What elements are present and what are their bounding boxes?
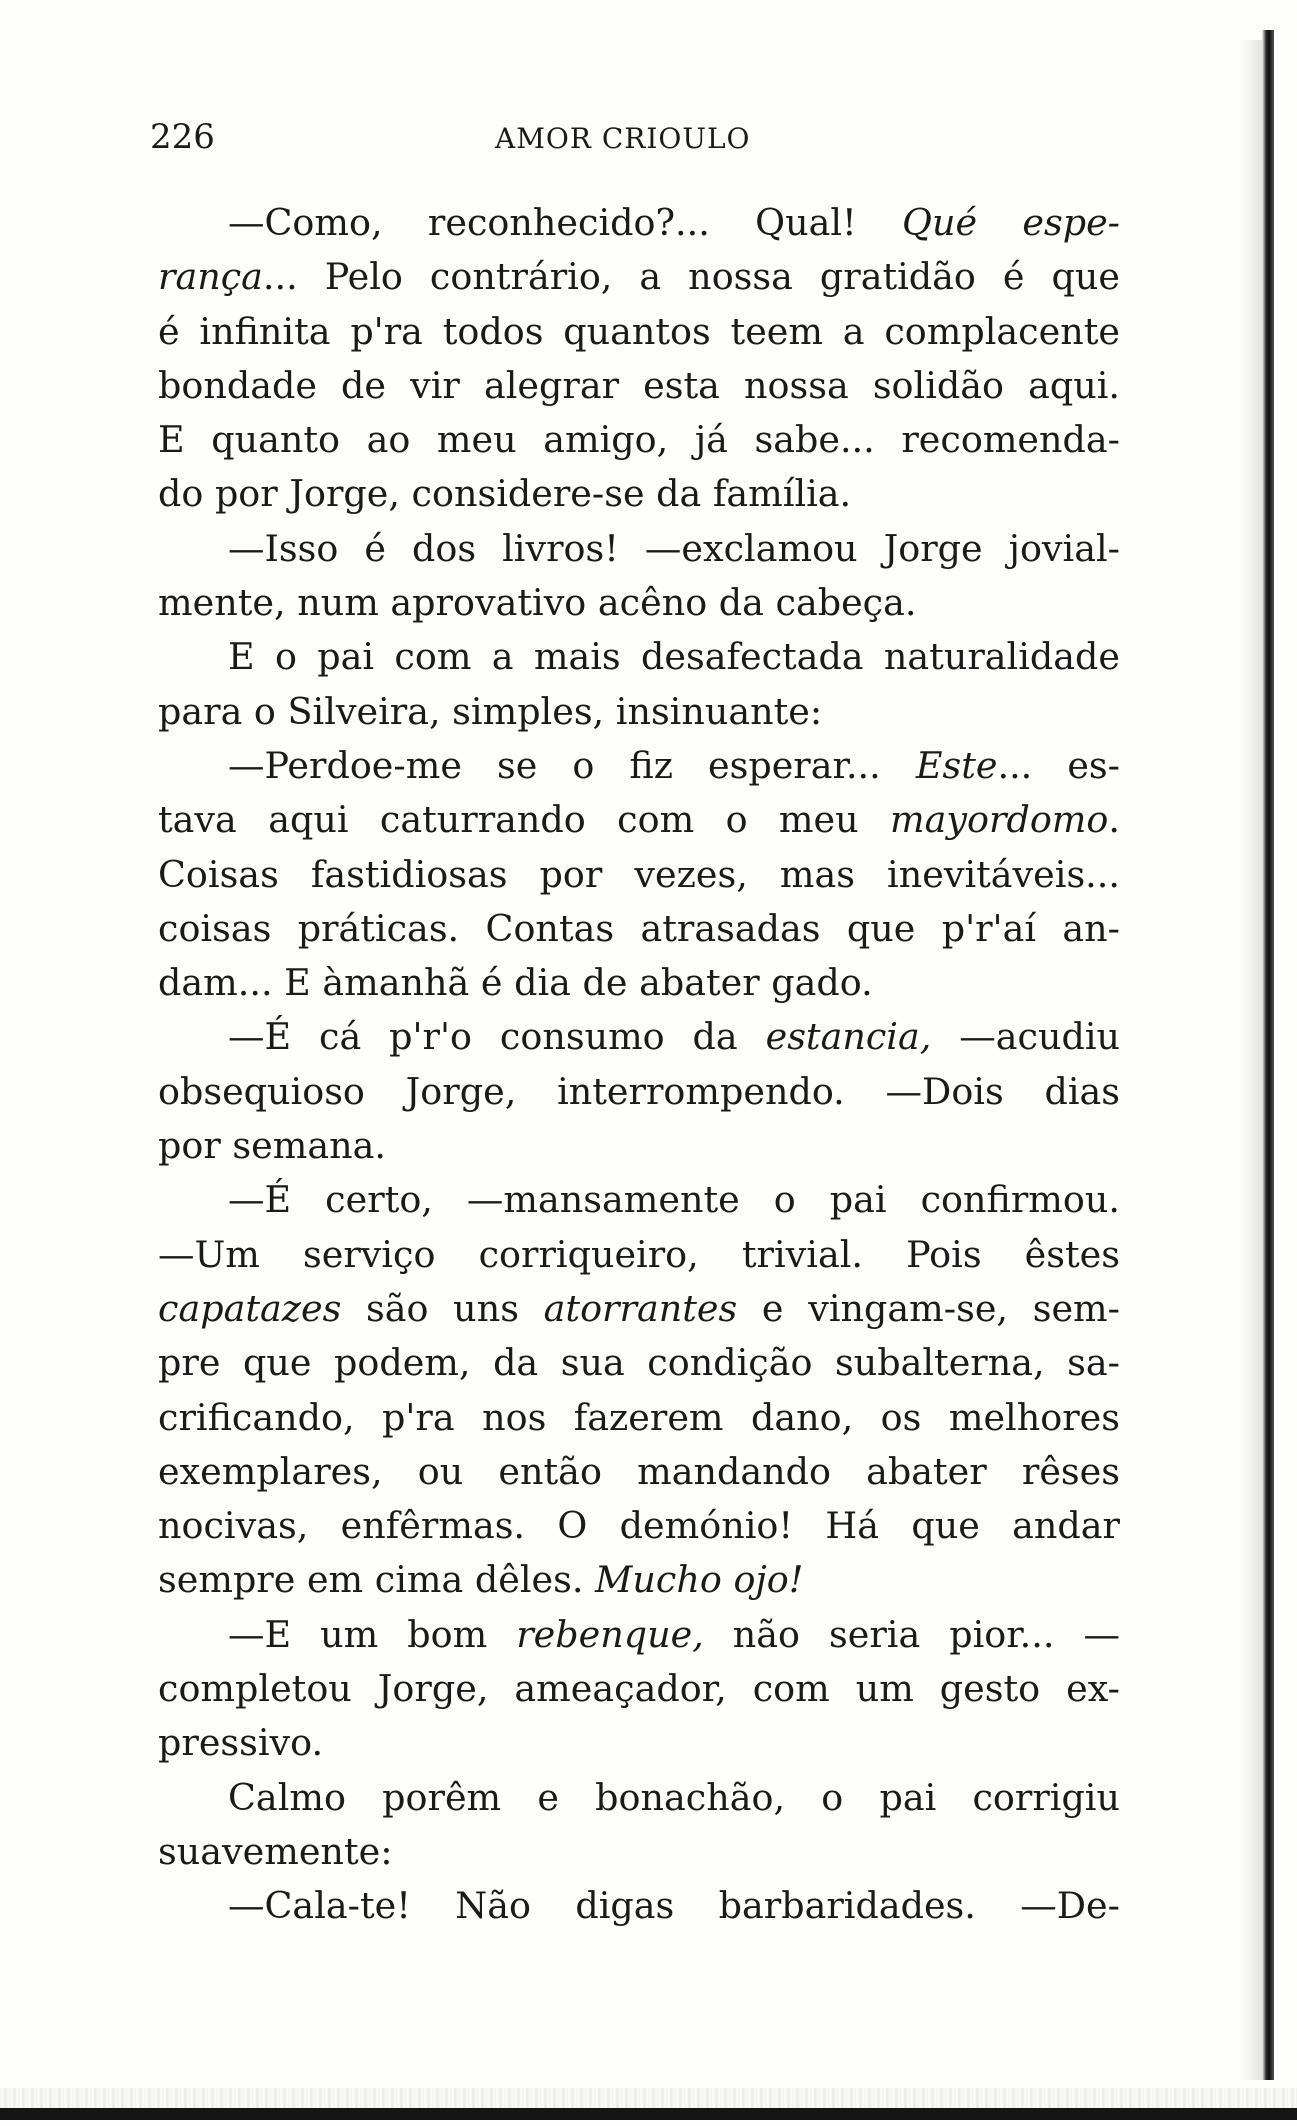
text-segment: não seria pior... —	[703, 1612, 1120, 1656]
text-segment: —É cá p'r'o consumo da	[228, 1015, 766, 1059]
text-segment: pre que podem, da sua condição subalterna, sa-	[158, 1341, 1120, 1385]
text-line	[158, 1173, 1120, 1227]
text-segment: dam... E àmanhã é dia de abater gado.	[158, 961, 873, 1005]
text-line	[158, 1336, 1120, 1390]
text-segment: —Um serviço corriqueiro, trivial. Pois êstes	[158, 1232, 1120, 1276]
text-line	[158, 685, 1120, 739]
page-bottom-edge	[0, 2108, 1297, 2120]
text-line	[158, 1553, 1120, 1607]
text-segment: ... es-	[997, 743, 1120, 787]
text-segment: —Isso é dos livros! —exclamou Jorge jovial-	[228, 526, 1120, 570]
text-line	[158, 1771, 1120, 1825]
italic-segment: estancia,	[765, 1015, 932, 1059]
italic-segment: rebenque,	[516, 1612, 704, 1656]
italic-segment: Este	[915, 743, 998, 787]
text-segment: —acudiu	[931, 1015, 1120, 1059]
text-line	[158, 902, 1120, 956]
scan-right-margin	[1274, 0, 1297, 2126]
scan-bottom-noise	[0, 2088, 1297, 2108]
italic-segment: capatazes	[158, 1286, 342, 1330]
page-header	[150, 112, 1160, 162]
text-line	[158, 1065, 1120, 1119]
text-line	[158, 793, 1120, 847]
text-segment: exemplares, ou então mandando abater rêses	[158, 1449, 1120, 1493]
text-segment: —É certo, —mansamente o pai confirmou.	[228, 1178, 1120, 1222]
text-segment: é infinita p'ra todos quantos teem a complacente	[158, 309, 1120, 353]
text-line	[158, 1391, 1120, 1445]
text-segment: obsequioso Jorge, interrompendo. —Dois dias	[158, 1069, 1120, 1113]
italic-segment: Mucho ojo!	[595, 1558, 804, 1602]
text-line	[158, 630, 1120, 684]
text-segment: do por Jorge, considere-se da família.	[158, 472, 852, 516]
text-segment: mente, num aprovativo acêno da cabeça.	[158, 581, 917, 625]
page-gutter-shadow	[1240, 40, 1262, 2080]
text-segment: bondade de vir alegrar esta nossa solidão aqui.	[158, 363, 1120, 407]
text-segment: por semana.	[158, 1124, 386, 1168]
text-segment: coisas práticas. Contas atrasadas que p'r'aí an-	[158, 906, 1120, 950]
page-number: 226	[150, 117, 215, 157]
italic-segment: rança	[158, 255, 263, 299]
text-line	[158, 467, 1120, 521]
text-line	[158, 196, 1120, 250]
text-line	[158, 1825, 1120, 1879]
text-segment: completou Jorge, ameaçador, com um gesto ex-	[158, 1667, 1120, 1711]
text-segment: nocivas, enfêrmas. O demónio! Há que andar	[158, 1504, 1120, 1548]
text-line	[158, 1499, 1120, 1553]
text-line	[158, 956, 1120, 1010]
text-segment: para o Silveira, simples, insinuante:	[158, 689, 823, 733]
italic-segment: atorrantes	[543, 1286, 738, 1330]
text-segment: E o pai com a mais desafectada naturalidade	[228, 635, 1120, 679]
text-segment: e vingam-se, sem-	[737, 1286, 1120, 1330]
text-segment: ... Pelo contrário, a nossa gratidão é que	[262, 255, 1120, 299]
text-segment: —Cala-te! Não digas barbaridades. —De-	[228, 1884, 1120, 1928]
text-line	[158, 359, 1120, 413]
page-right-edge	[1262, 30, 1274, 2080]
text-line	[158, 250, 1120, 304]
text-line	[158, 413, 1120, 467]
italic-segment: Qué espe-	[902, 201, 1120, 244]
text-line	[158, 1608, 1120, 1662]
text-line	[158, 305, 1120, 359]
text-segment: Coisas fastidiosas por vezes, mas inevitáveis...	[158, 852, 1120, 896]
text-segment: .	[1108, 798, 1120, 842]
text-line	[158, 1282, 1120, 1336]
body-text	[158, 196, 1120, 1934]
text-segment: pressivo.	[158, 1721, 324, 1765]
text-line	[158, 1228, 1120, 1282]
text-segment: Calmo porêm e bonachão, o pai corrigiu	[228, 1775, 1120, 1819]
running-title: AMOR CRIOULO	[495, 122, 751, 155]
text-segment: —E um bom	[228, 1612, 517, 1656]
text-line	[158, 1662, 1120, 1716]
text-line	[158, 576, 1120, 630]
italic-segment: mayordomo	[890, 798, 1109, 842]
text-line	[158, 1879, 1120, 1933]
text-segment: E quanto ao meu amigo, já sabe... recomenda-	[158, 418, 1120, 462]
text-line	[158, 1445, 1120, 1499]
text-segment: —Como, reconhecido?... Qual!	[228, 201, 903, 244]
text-segment: —Perdoe-me se o fiz esperar...	[228, 743, 916, 787]
text-line	[158, 848, 1120, 902]
text-segment: crificando, p'ra nos fazerem dano, os melhores	[158, 1395, 1120, 1439]
text-line	[158, 1716, 1120, 1770]
text-line	[158, 739, 1120, 793]
text-line	[158, 1119, 1120, 1173]
text-line	[158, 522, 1120, 576]
text-segment: tava aqui caturrando com o meu	[158, 798, 891, 842]
text-line	[158, 1010, 1120, 1064]
text-segment: sempre em cima dêles.	[158, 1558, 596, 1602]
text-segment: são uns	[341, 1286, 544, 1330]
text-segment: suavemente:	[158, 1829, 393, 1873]
